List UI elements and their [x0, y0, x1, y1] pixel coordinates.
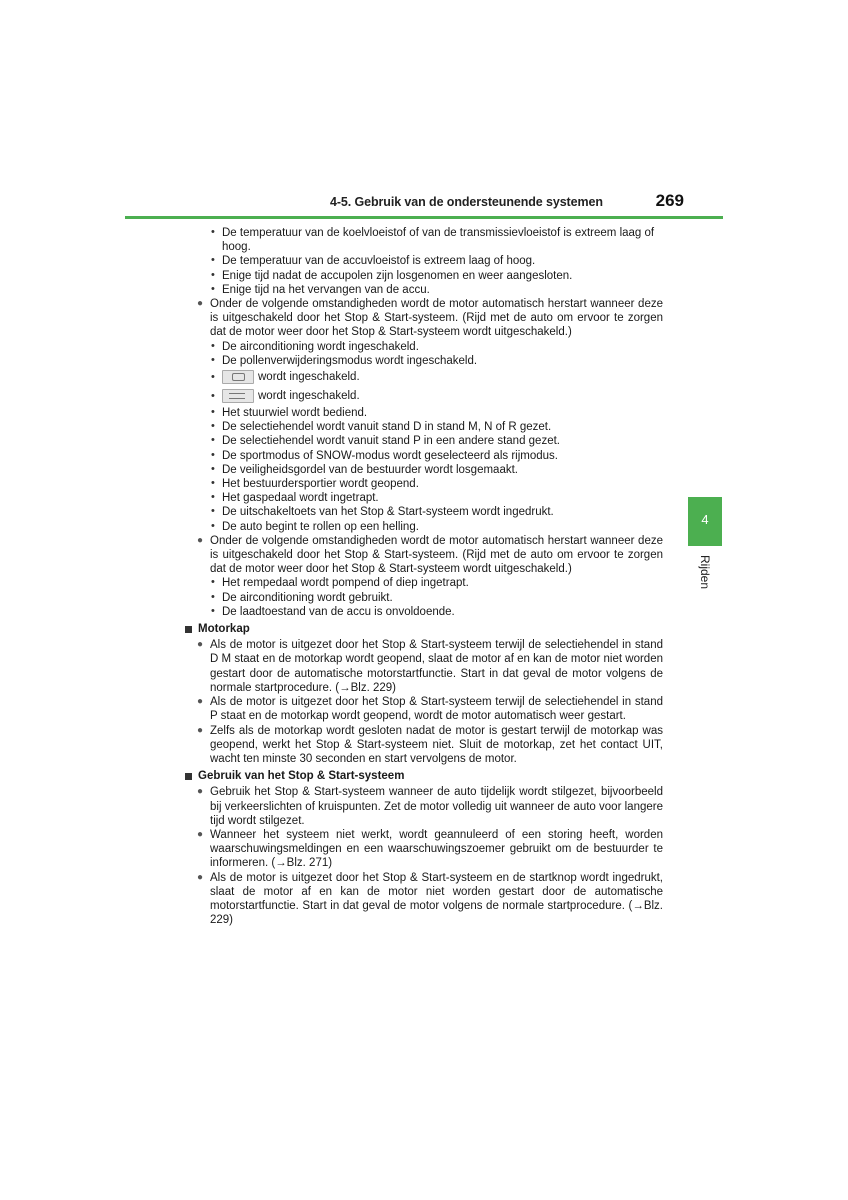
list-item-text: wordt ingeschakeld.	[258, 390, 360, 403]
list-item-text: Enige tijd na het vervangen van de accu.	[222, 283, 430, 296]
list-item-text: De laadtoestand van de accu is onvoldoende.	[222, 605, 455, 618]
list-item-text: De temperatuur van de koelvloeistof of van de transmissievloeistof is extreem laag of hoog.	[222, 227, 655, 254]
list-item	[185, 605, 663, 619]
list-item-text: Het bestuurdersportier wordt geopend.	[222, 478, 419, 491]
bullet-dot-icon: •	[211, 462, 215, 475]
list-item-text: De sportmodus of SNOW-modus wordt geselecteerd als rijmodus.	[222, 449, 558, 462]
list-item	[185, 354, 663, 368]
list-item-text: Zelfs als de motorkap wordt gesloten nadat de motor is gestart terwijl de motorkap was geopend, werkt het Stop & Start-systeem niet. Sluit de motorkap, zet het contact UIT, wacht ten minste 30 seconden en start vervolgens de motor.	[210, 724, 663, 765]
section-heading	[185, 769, 663, 783]
list-item	[185, 340, 663, 354]
circle-bullet-icon: ●	[197, 696, 204, 708]
list-item	[185, 638, 663, 695]
list-item-text: De selectiehendel wordt vanuit stand P in een andere stand gezet.	[222, 435, 560, 448]
list-item-text: Het stuurwiel wordt bediend.	[222, 407, 368, 420]
list-item	[185, 576, 663, 590]
bullet-dot-icon: •	[211, 604, 215, 617]
list-item	[185, 520, 663, 534]
bullet-dot-icon: •	[211, 268, 215, 281]
condition-text: Onder de volgende omstandigheden wordt de motor automatisch herstart wanneer deze is uitgeschakeld door het Stop & Start-systeem. (Rijd met de auto om ervoor te zorgen dat de motor weer door het Stop & Start-systeem wordt uitgeschakeld.)	[210, 298, 663, 339]
square-bullet-icon	[185, 626, 192, 633]
list-item	[185, 283, 663, 297]
list-item	[185, 871, 663, 928]
bullet-dot-icon: •	[211, 434, 215, 447]
list-item-text: De airconditioning wordt ingeschakeld.	[222, 340, 419, 353]
list-item-text: De uitschakeltoets van het Stop & Start-systeem wordt ingedrukt.	[222, 506, 554, 519]
circle-bullet-icon: ●	[197, 786, 204, 798]
list-item	[185, 449, 663, 463]
circle-bullet-icon: ●	[197, 639, 204, 651]
bullet-dot-icon: •	[211, 390, 215, 403]
condition-text: Onder de volgende omstandigheden wordt de motor automatisch herstart wanneer deze is uitgeschakeld door het Stop & Start-systeem. (Rijd met de auto om ervoor te zorgen dat de motor weer door het Stop & Start-systeem wordt uitgeschakeld.)	[210, 534, 663, 576]
list-item-text: Wanneer het systeem niet werkt, wordt geannuleerd of een storing heeft, worden waarschuwingsmeldingen en een waarschuwingszoemer gebruikt om de bestuurder te informeren. (→Blz. 271)	[210, 828, 663, 870]
bullet-dot-icon: •	[211, 226, 215, 238]
circle-bullet-icon: ●	[197, 871, 204, 883]
list-item-text: De auto begint te rollen op een helling.	[222, 520, 419, 533]
list-item	[185, 368, 663, 387]
list-item	[185, 463, 663, 477]
section-heading	[185, 622, 663, 636]
circle-bullet-icon: ●	[197, 534, 204, 546]
circle-bullet-icon: ●	[197, 828, 204, 840]
list-item-text: De temperatuur van de accuvloeistof is extreem laag of hoog.	[222, 255, 536, 268]
list-item-text: Gebruik het Stop & Start-systeem wanneer de auto tijdelijk wordt stilgezet, bijvoorbeeld bij verkeerslichten of kruispunten. Zet de motor volledig uit wanneer de auto voor langere tijd wordt stilgezet.	[210, 786, 663, 827]
list-item-text: De pollenverwijderingsmodus wordt ingeschakeld.	[222, 354, 478, 367]
list-item	[185, 226, 663, 254]
bullet-dot-icon: •	[211, 339, 215, 352]
bullet-dot-icon: •	[211, 519, 215, 532]
list-item	[185, 695, 663, 723]
condition-paragraph	[185, 297, 663, 340]
list-item-text: wordt ingeschakeld.	[258, 371, 360, 384]
list-item	[185, 434, 663, 448]
page-number: 269	[655, 191, 684, 210]
list-item	[185, 420, 663, 434]
square-bullet-icon	[185, 773, 192, 780]
list-item	[185, 505, 663, 519]
list-item	[185, 254, 663, 268]
bullet-dot-icon: •	[211, 448, 215, 461]
chapter-label: Rijden	[698, 555, 712, 590]
list-item	[185, 591, 663, 605]
list-item-text: De airconditioning wordt gebruikt.	[222, 591, 393, 604]
list-item	[185, 387, 663, 406]
bullet-dot-icon: •	[211, 254, 215, 267]
list-item-text: Het gaspedaal wordt ingetrapt.	[222, 492, 379, 505]
list-item-text: Het rempedaal wordt pompend of diep ingetrapt.	[222, 577, 469, 590]
bullet-dot-icon: •	[211, 406, 215, 419]
bullet-dot-icon: •	[211, 505, 215, 518]
list-item-text: De selectiehendel wordt vanuit stand D in stand M, N of R gezet.	[222, 421, 552, 434]
bullet-dot-icon: •	[211, 420, 215, 433]
list-item-text: De veiligheidsgordel van de bestuurder wordt losgemaakt.	[222, 463, 518, 476]
section-heading-text: Gebruik van het Stop & Start-systeem	[198, 770, 405, 783]
list-item	[185, 406, 663, 420]
list-item	[185, 724, 663, 767]
list-item-text: Als de motor is uitgezet door het Stop & Start-systeem terwijl de selectiehendel in stand P staat en de motorkap wordt geopend, wordt de motor automatisch weer gestart.	[210, 696, 663, 723]
circle-bullet-icon: ●	[197, 724, 204, 736]
list-item	[185, 491, 663, 505]
header-title: 4-5. Gebruik van de ondersteunende systemen	[330, 195, 603, 209]
recirculation-button-icon	[222, 389, 254, 403]
header-rule	[125, 216, 723, 219]
bullet-dot-icon: •	[211, 371, 215, 384]
list-item	[185, 269, 663, 283]
list-item-text: Als de motor is uitgezet door het Stop & Start-systeem terwijl de selectiehendel in stand D M staat en de motorkap wordt geopend, slaat de motor af en kan de motor niet worden gestart door de automatische motorstartfunctie. Start in dat geval de motor volgens de normale startprocedure. (→Blz. 229)	[210, 639, 663, 694]
bullet-dot-icon: •	[211, 576, 215, 589]
bullet-dot-icon: •	[211, 590, 215, 603]
list-item	[185, 785, 663, 828]
bullet-dot-icon: •	[211, 491, 215, 504]
bullet-dot-icon: •	[211, 353, 215, 366]
condition-paragraph	[185, 534, 663, 577]
list-item	[185, 828, 663, 871]
page-content	[185, 226, 663, 927]
defroster-button-icon	[222, 370, 254, 384]
list-item-text: Als de motor is uitgezet door het Stop & Start-systeem en de startknop wordt ingedrukt, slaat de motor af en kan de motor niet worden gestart door de automatische motorstartfunctie. Start in dat geval de motor volgens de normale startprocedure. (→Blz. 229)	[210, 871, 663, 927]
bullet-dot-icon: •	[211, 477, 215, 490]
bullet-dot-icon: •	[211, 282, 215, 295]
circle-bullet-icon: ●	[197, 298, 204, 310]
list-item-text: Enige tijd nadat de accupolen zijn losgenomen en weer aangesloten.	[222, 269, 573, 282]
list-item	[185, 477, 663, 491]
section-heading-text: Motorkap	[198, 623, 250, 636]
chapter-tab[interactable]: 4	[688, 497, 722, 546]
